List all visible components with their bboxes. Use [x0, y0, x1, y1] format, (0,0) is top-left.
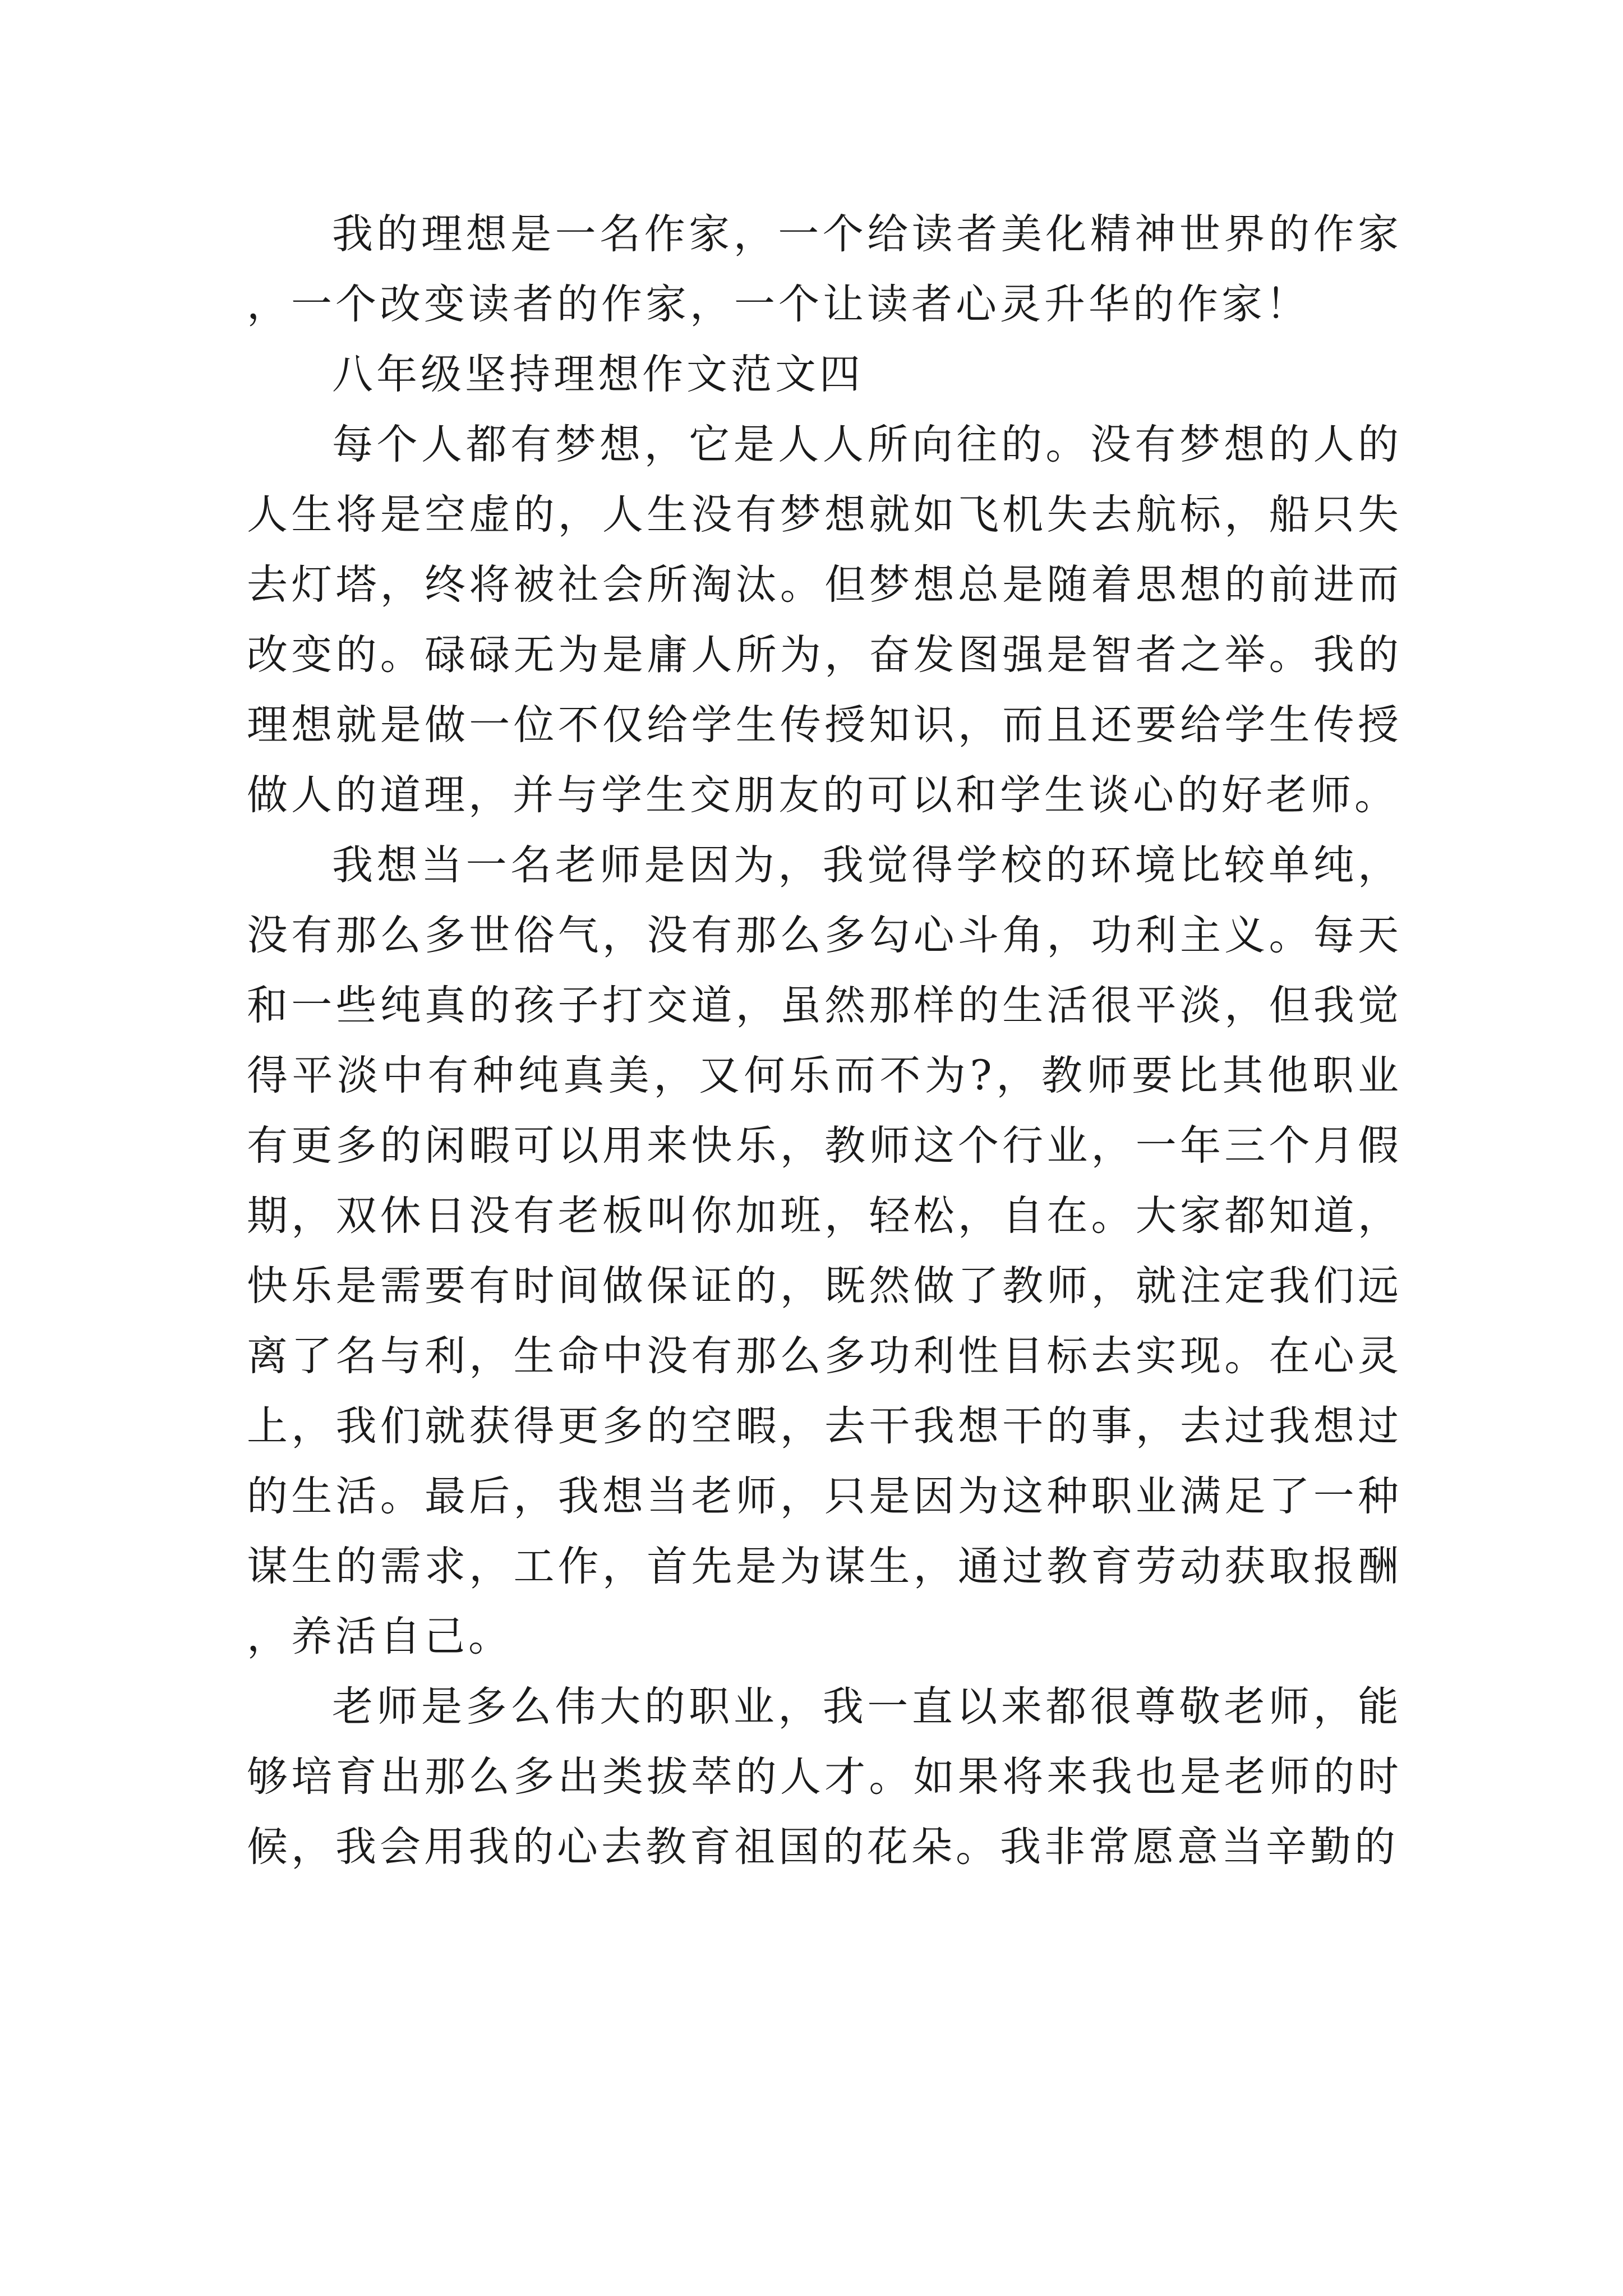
paragraph-dreams: 每个人都有梦想，它是人人所向往的。没有梦想的人的人生将是空虚的，人生没有梦想就如飞机失去航标，船只失去灯塔，终将被社会所淘汰。但梦想总是随着思想的前进而改变的。碌碌无为是庸人所为，奋发图强是智者之举。我的理想就是做一位不仅给学生传授知识，而且还要给学生传授做人的道理，并与学生交朋友的可以和学生谈心的好老师。 — [247, 421, 1402, 819]
section-heading: 八年级坚持理想作文范文四 — [332, 351, 864, 398]
paragraph-writer-ideal: 我的理想是一名作家，一个给读者美化精神世界的作家，一个改变读者的作家，一个让读者心灵升华的作家！ — [247, 210, 1402, 328]
paragraph-great-profession: 老师是多么伟大的职业，我一直以来都很尊敬老师，能够培育出那么多出类拔萃的人才。如果将来我也是老师的时候，我会用我的心去教育祖国的花朵。我非常愿意当辛勤的 — [247, 1683, 1402, 1871]
paragraph-why-teacher: 我想当一名老师是因为，我觉得学校的环境比较单纯，没有那么多世俗气，没有那么多勾心斗角，功利主义。每天和一些纯真的孩子打交道，虽然那样的生活很平淡，但我觉得平淡中有种纯真美，又何乐而不为?，教师要比其他职业有更多的闲暇可以用来快乐，教师这个行业，一年三个月假期，双休日没有老板叫你加班，轻松，自在。大家都知道，快乐是需要有时间做保证的，既然做了教师，就注定我们远离了名与利，生命中没有那么多功利性目标去实现。在心灵上，我们就获得更多的空暇，去干我想干的事，去过我想过的生活。最后，我想当老师，只是因为这种职业满足了一种谋生的需求，工作，首先是为谋生，通过教育劳动获取报酬，养活自己。 — [247, 841, 1402, 1660]
document-body — [247, 199, 1402, 1882]
